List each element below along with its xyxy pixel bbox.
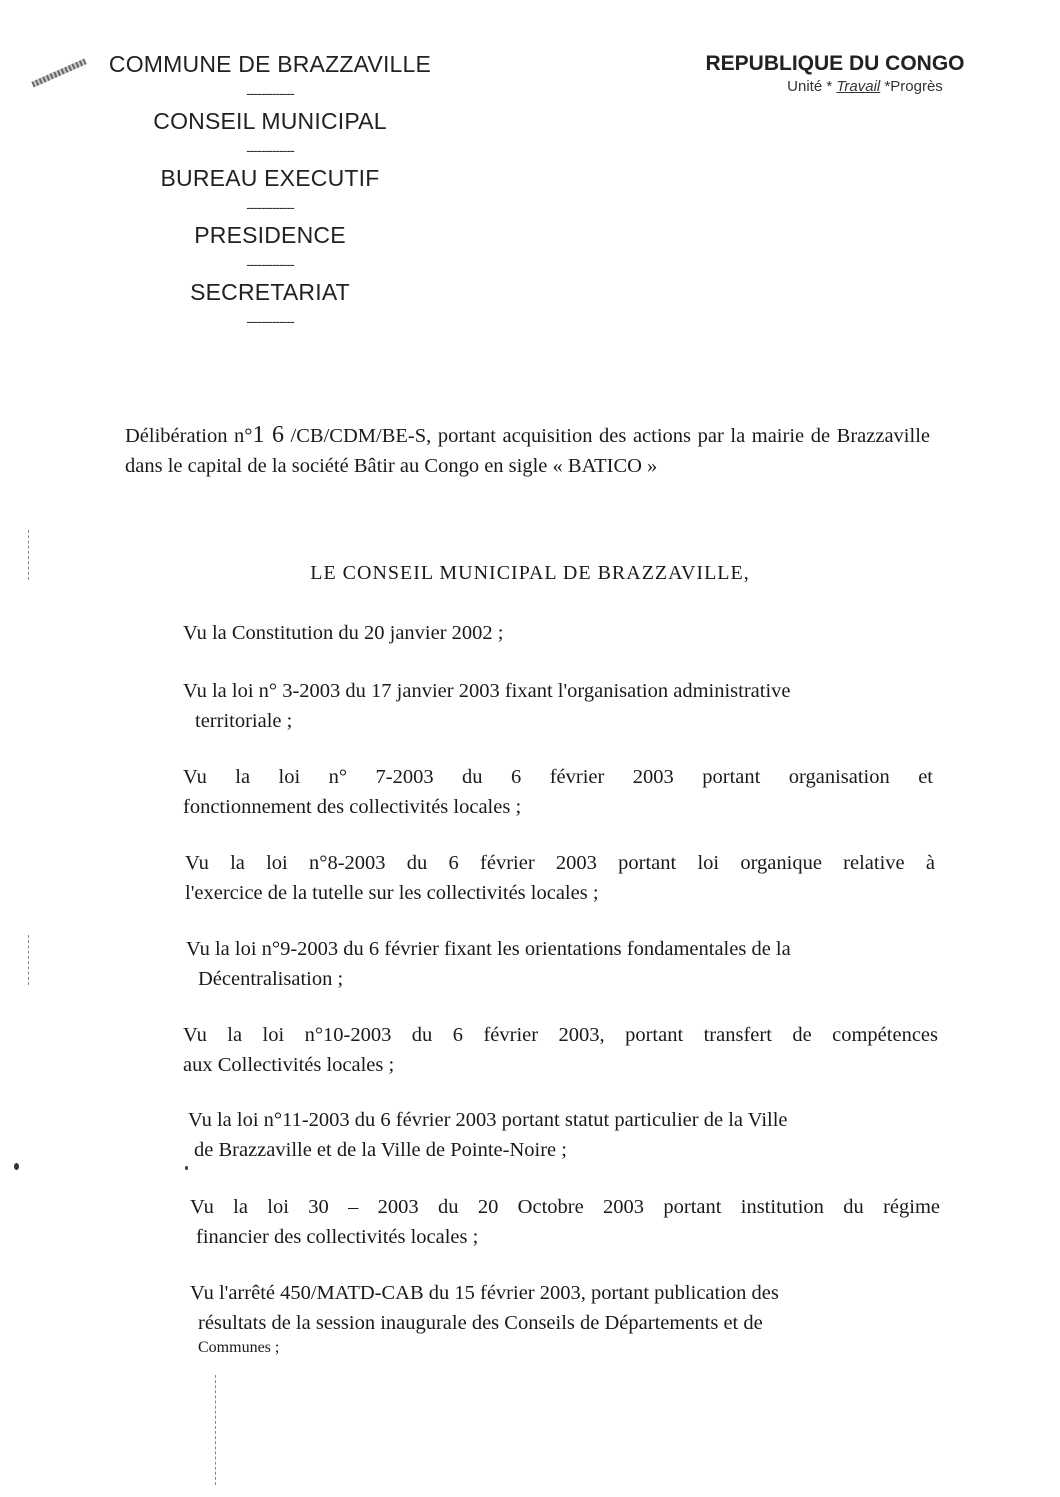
- consideration: [186, 934, 934, 994]
- consideration: [183, 1050, 938, 1080]
- national-motto: [680, 78, 990, 96]
- consideration: [185, 848, 935, 878]
- presidence-name: PRESIDENCE: [194, 222, 346, 248]
- motto-part: Unité *: [787, 78, 837, 95]
- separator: -------------: [246, 199, 294, 215]
- consideration-text: de Brazzaville et de la Ville de Pointe-Noire ;: [194, 1139, 567, 1161]
- country-header: [680, 50, 990, 96]
- secretariat-name: SECRETARIAT: [190, 279, 350, 305]
- deliberation-title: [125, 420, 930, 481]
- council-heading: LE CONSEIL MUNICIPAL DE BRAZZAVILLE,: [310, 562, 750, 584]
- council-name: CONSEIL MUNICIPAL: [153, 108, 387, 134]
- commune-name: COMMUNE DE BRAZZAVILLE: [108, 51, 432, 77]
- scan-mark: [14, 1163, 19, 1170]
- consideration: [185, 878, 935, 908]
- consideration-text: Vu l'arrêté 450/MATD-CAB du 15 février 2003, portant publication des: [190, 1282, 779, 1304]
- deliberation-prefix: Délibération n°: [125, 425, 253, 447]
- deliberation-number: 1 6: [252, 422, 284, 448]
- consideration-text: financier des collectivités locales ;: [196, 1226, 479, 1248]
- consideration: [183, 792, 933, 822]
- consideration: [183, 676, 933, 736]
- scan-mark: [185, 1166, 188, 1170]
- consideration-text: Vu la Constitution du 20 janvier 2002 ;: [183, 622, 504, 644]
- separator: -------------: [246, 85, 294, 101]
- separator: -------------: [246, 142, 294, 158]
- consideration-text: aux Collectivités locales ;: [183, 1054, 395, 1076]
- consideration-text: Décentralisation ;: [198, 968, 344, 990]
- consideration: [196, 1222, 940, 1252]
- consideration: [183, 762, 933, 792]
- consideration-text: Vu la loi n°8-2003 du 6 février 2003 portant loi organique relative à: [185, 852, 935, 874]
- motto-part: *Progrès: [880, 78, 943, 95]
- consideration-text: résultats de la session inaugurale des Conseils de Départements et de: [198, 1312, 763, 1334]
- consideration-text: Vu la loi n°10-2003 du 6 février 2003, portant transfert de compétences: [183, 1024, 938, 1046]
- deliberation-text: /CB/CDM/BE-S, portant acquisition des actions par la mairie de Brazzaville dans le capital de la société Bâtir au Congo en sigle « BATICO »: [125, 425, 930, 477]
- consideration-text: territoriale ;: [195, 710, 293, 732]
- consideration: [190, 1278, 925, 1358]
- separator: -------------: [246, 256, 294, 272]
- consideration: [190, 1192, 940, 1222]
- consideration-text: Vu la loi n°9-2003 du 6 février fixant les orientations fondamentales de la: [186, 938, 791, 960]
- motto-part: Travail: [836, 78, 881, 95]
- country-name: REPUBLIQUE DU CONGO: [705, 52, 965, 75]
- issuer-header: [70, 50, 470, 335]
- scan-mark: [215, 1375, 216, 1485]
- separator: -------------: [246, 313, 294, 329]
- consideration: [183, 618, 943, 648]
- consideration: [183, 1020, 938, 1050]
- scan-mark: [28, 935, 29, 985]
- consideration: [188, 1105, 940, 1165]
- consideration-text: Communes ;: [198, 1339, 280, 1356]
- consideration-text: l'exercice de la tutelle sur les collectivités locales ;: [185, 882, 599, 904]
- consideration-text: Vu la loi n° 3-2003 du 17 janvier 2003 fixant l'organisation administrative: [183, 680, 791, 702]
- consideration-text: Vu la loi n° 7-2003 du 6 février 2003 portant organisation et: [183, 766, 933, 788]
- bureau-name: BUREAU EXECUTIF: [160, 165, 380, 191]
- consideration-text: Vu la loi n°11-2003 du 6 février 2003 portant statut particulier de la Ville: [188, 1109, 788, 1131]
- consideration-text: fonctionnement des collectivités locales ;: [183, 796, 522, 818]
- consideration-text: Vu la loi 30 – 2003 du 20 Octobre 2003 portant institution du régime: [190, 1196, 940, 1218]
